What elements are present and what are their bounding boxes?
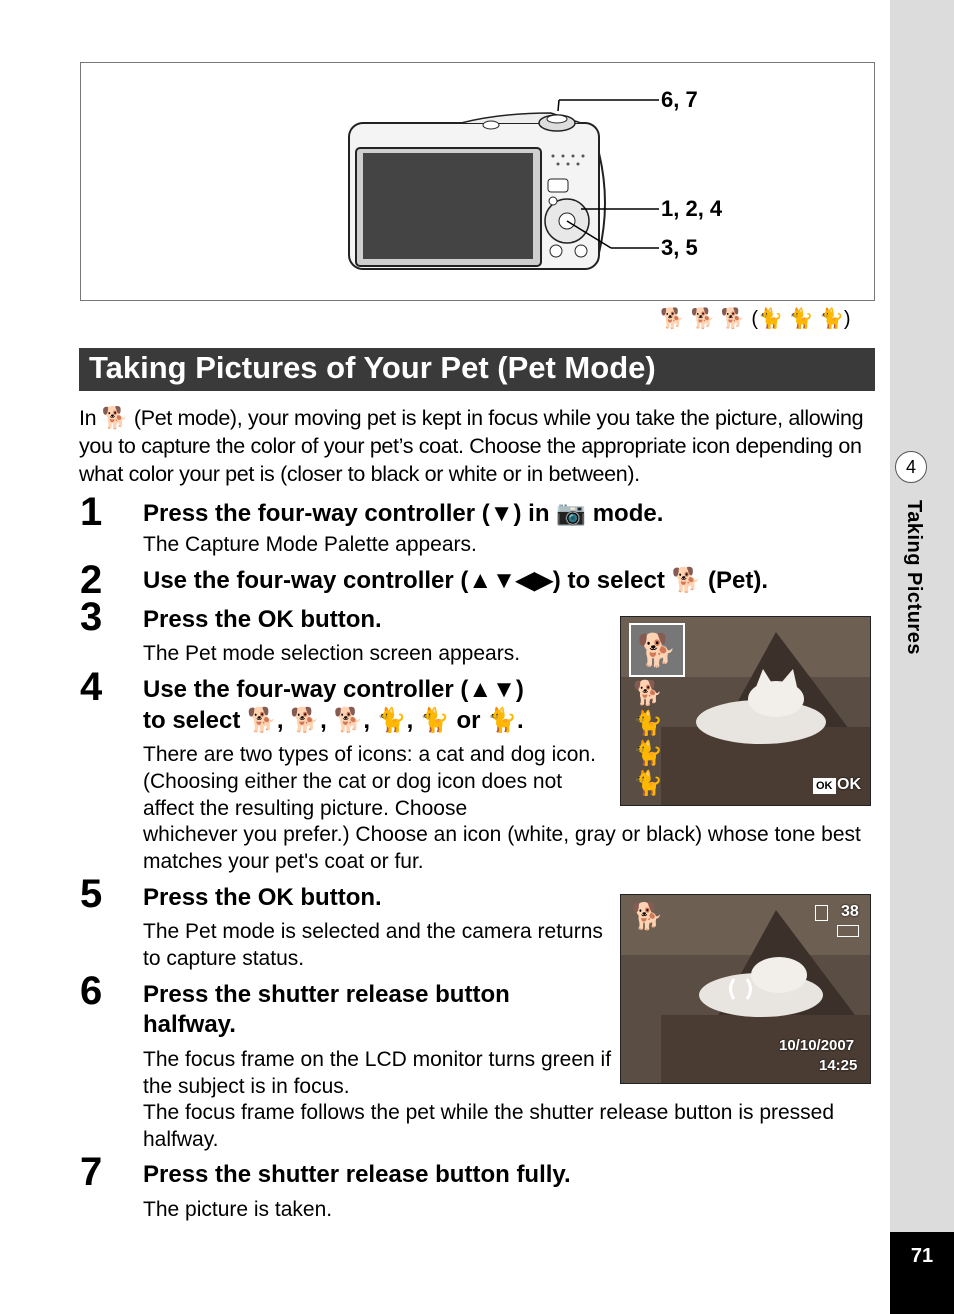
camera-back-illustration (81, 63, 874, 300)
step-heading: Press the four-way controller (▼) in 📷 mode. (143, 500, 664, 527)
step-body: The focus frame follows the pet while the shutter release button is pressed halfway. (143, 1101, 835, 1151)
battery-icon (837, 925, 859, 937)
step-number: 5 (80, 872, 103, 916)
shots-remaining: 38 (841, 903, 859, 920)
time-display: 14:25 (819, 1057, 858, 1074)
dog-gray-icon: 🐕 (633, 680, 663, 707)
ok-label: OK (837, 776, 861, 793)
section-title: Taking Pictures of Your Pet (Pet Mode) (89, 350, 656, 385)
memory-card-icon (815, 905, 828, 921)
step-heading: Press the OK button. (143, 606, 382, 633)
step-body: The picture is taken. (143, 1198, 333, 1221)
capture-status-screen (620, 894, 871, 1084)
cat-white-icon: 🐈 (633, 710, 663, 737)
chapter-number: 4 (895, 451, 927, 483)
page-number: 71 (890, 1232, 954, 1314)
step-number: 1 (80, 490, 103, 534)
step-number: 2 (80, 558, 103, 602)
step-heading: halfway. (143, 1011, 236, 1038)
ok-badge: OK (813, 778, 836, 794)
pet-mode-selection-screen (620, 616, 871, 806)
step-body: There are two types of icons: a cat and dog icon. (Choosing either the cat or dog icon does not affect the resulting picture. Choose (143, 743, 596, 820)
selected-dog-white-icon: 🐕 (629, 623, 685, 677)
step-body: The Pet mode selection screen appears. (143, 642, 521, 665)
step-heading: Press the shutter release button fully. (143, 1161, 571, 1188)
camera-figure (80, 62, 875, 301)
step-heading: to select 🐕, 🐕, 🐕, 🐈, 🐈 or 🐈. (143, 707, 524, 734)
step-number: 7 (80, 1150, 103, 1194)
callout-ok-button: 3, 5 (661, 235, 698, 260)
step-body: whichever you prefer.) Choose an icon (white, gray or black) whose tone best matches your pet's coat or fur. (143, 823, 861, 873)
step-number: 4 (80, 665, 103, 709)
step-heading: Use the four-way controller (▲▼) (143, 676, 524, 703)
step-number: 3 (80, 595, 103, 639)
pet-mode-icon: 🐕 (631, 901, 664, 931)
date-display: 10/10/2007 (779, 1037, 855, 1054)
section-banner (79, 348, 875, 391)
pet-mode-icons: 🐕 🐕 🐕 (🐈 🐈 🐈) (660, 308, 851, 330)
callout-controller: 1, 2, 4 (661, 196, 723, 221)
step-heading: Press the OK button. (143, 884, 382, 911)
step-body: The Pet mode is selected and the camera returns to capture status. (143, 920, 603, 970)
callout-shutter: 6, 7 (661, 87, 698, 112)
cat-black-icon: 🐈 (633, 770, 663, 797)
step-body: The focus frame on the LCD monitor turns green if the subject is in focus. (143, 1048, 612, 1098)
step-heading: Press the shutter release button (143, 981, 510, 1008)
step-number: 6 (80, 969, 103, 1013)
step-heading: Use the four-way controller (▲▼◀▶) to select 🐕 (Pet). (143, 567, 769, 594)
intro-paragraph: In 🐕 (Pet mode), your moving pet is kept in focus while you take the picture, allowing you to capture the color of your pet’s coat. Choose the appropriate icon depending on what color your pet is (closer to black or white or in between). (79, 406, 864, 486)
chapter-title: Taking Pictures (903, 500, 925, 655)
step-body: The Capture Mode Palette appears. (143, 533, 477, 556)
cat-gray-icon: 🐈 (633, 740, 663, 767)
